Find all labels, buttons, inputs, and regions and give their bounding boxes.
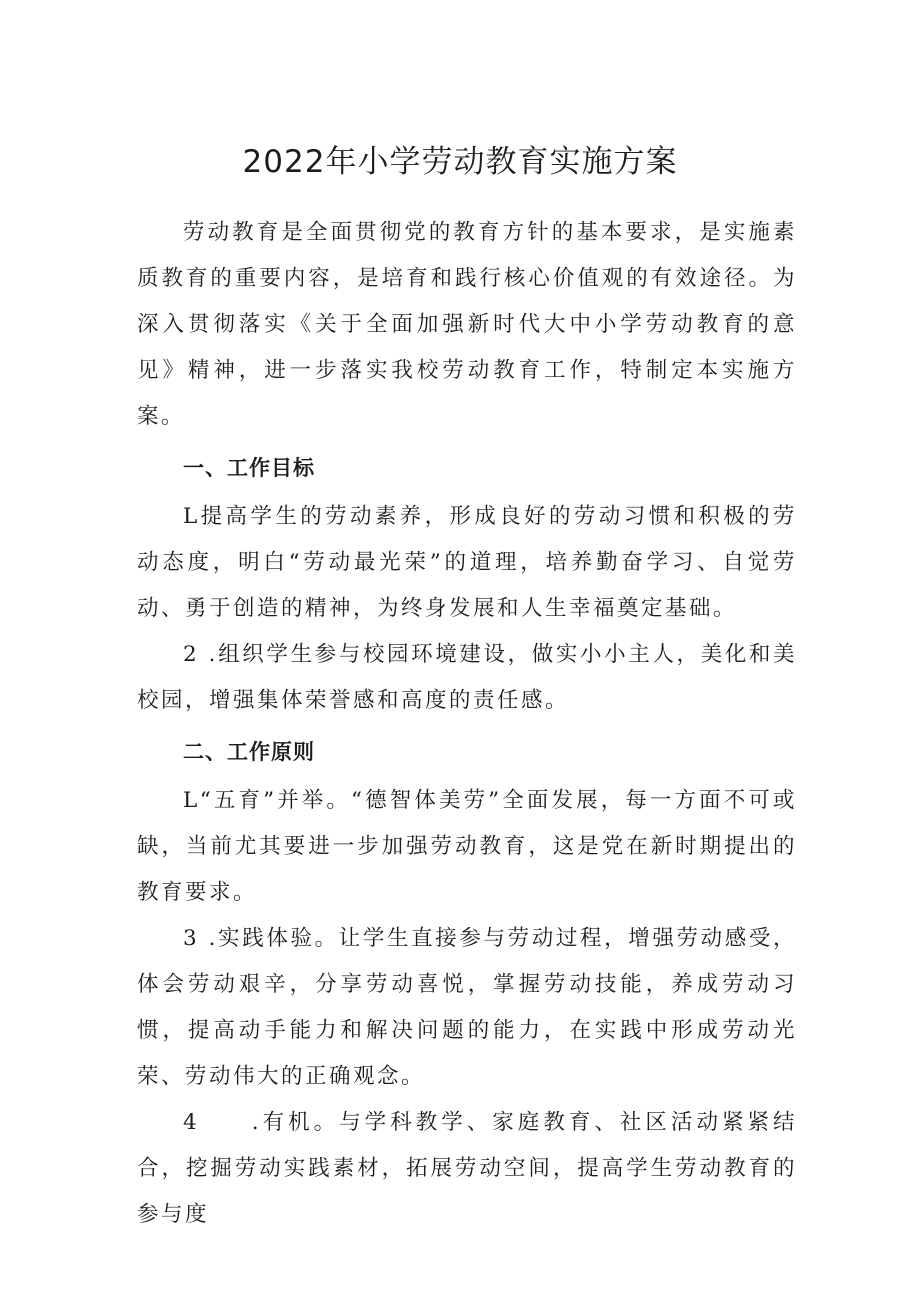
principle-item-3: 3 .实践体验。让学生直接参与劳动过程，增强劳动感受，体会劳动艰辛，分享劳动喜悦，掌握劳动技能，养成劳动习惯，提高动手能力和解决问题的能力，在实践中形成劳动光荣、劳动伟大的正确观念。 xyxy=(137,926,797,1089)
section-heading-principles: 二、工作原则 xyxy=(183,740,315,764)
principle-item-4: 4 .有机。与学科教学、家庭教育、社区活动紧紧结合，挖掘劳动实践素材，拓展劳动空间，提高学生劳动教育的参与度 xyxy=(137,1110,797,1227)
goal-item-1: L提高学生的劳动素养，形成良好的劳动习惯和积极的劳动态度，明白“劳动最光荣”的道理，培养勤奋学习、自觉劳动、勇于创造的精神，为终身发展和人生幸福奠定基础。 xyxy=(137,504,797,621)
section-heading-goals: 一、工作目标 xyxy=(183,456,315,480)
document-body xyxy=(137,210,797,1238)
intro-paragraph: 劳动教育是全面贯彻党的教育方针的基本要求，是实施素质教育的重要内容，是培育和践行核心价值观的有效途径。为深入贯彻落实《关于全面加强新时代大中小学劳动教育的意见》精神，进一步落实我校劳动教育工作，特制定本实施方案。 xyxy=(137,220,797,429)
document-title: 2022年小学劳动教育实施方案 xyxy=(242,144,678,180)
principle-item-1: L“五育”并举。“德智体美劳”全面发展，每一方面不可或缺，当前尤其要进一步加强劳动教育，这是党在新时期提出的教育要求。 xyxy=(137,788,797,905)
goal-item-2: 2 .组织学生参与校园环境建设，做实小小主人，美化和美校园，增强集体荣誉感和高度的责任感。 xyxy=(137,642,797,713)
